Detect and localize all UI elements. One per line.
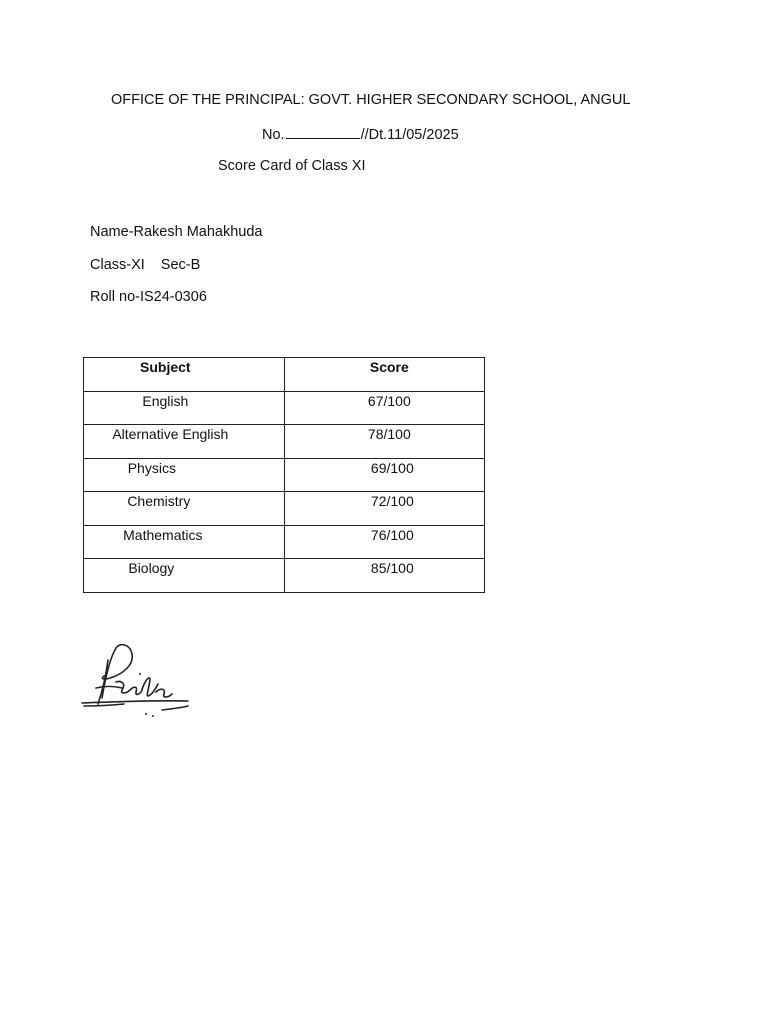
table-header-row [84,358,485,392]
table-row [84,458,485,492]
student-class: Class-XI [90,257,145,273]
student-name: Name-Rakesh Mahakhuda [90,224,263,240]
table-row [84,492,485,526]
score-header: Score [284,358,484,392]
subject-cell: English [84,391,285,425]
table-row [84,425,485,459]
student-section: Sec-B [160,257,201,273]
office-heading: OFFICE OF THE PRINCIPAL: GOVT. HIGHER SECONDARY SCHOOL, ANGUL [111,92,631,108]
score-cell: 85/100 [284,559,484,593]
reference-date: //Dt.11/05/2025 [360,127,459,143]
subject-cell: Biology [84,559,285,593]
student-class-line [90,257,200,273]
score-cell: 72/100 [284,492,484,526]
subject-cell: Alternative English [84,425,285,459]
subject-cell: Physics [84,458,285,492]
subject-header: Subject [84,358,285,392]
reference-number-line [262,125,459,143]
score-card-title: Score Card of Class XI [218,158,366,174]
subject-cell: Chemistry [84,492,285,526]
score-cell: 78/100 [284,425,484,459]
score-cell: 76/100 [284,525,484,559]
principal-signature [80,640,192,722]
student-roll-number: Roll no-IS24-0306 [90,289,207,305]
table-row [84,391,485,425]
score-cell: 67/100 [284,391,484,425]
score-table [83,357,485,593]
reference-prefix: No. [262,127,285,143]
subject-cell: Mathematics [84,525,285,559]
reference-blank [286,125,360,139]
table-row [84,525,485,559]
table-row [84,559,485,593]
score-cell: 69/100 [284,458,484,492]
